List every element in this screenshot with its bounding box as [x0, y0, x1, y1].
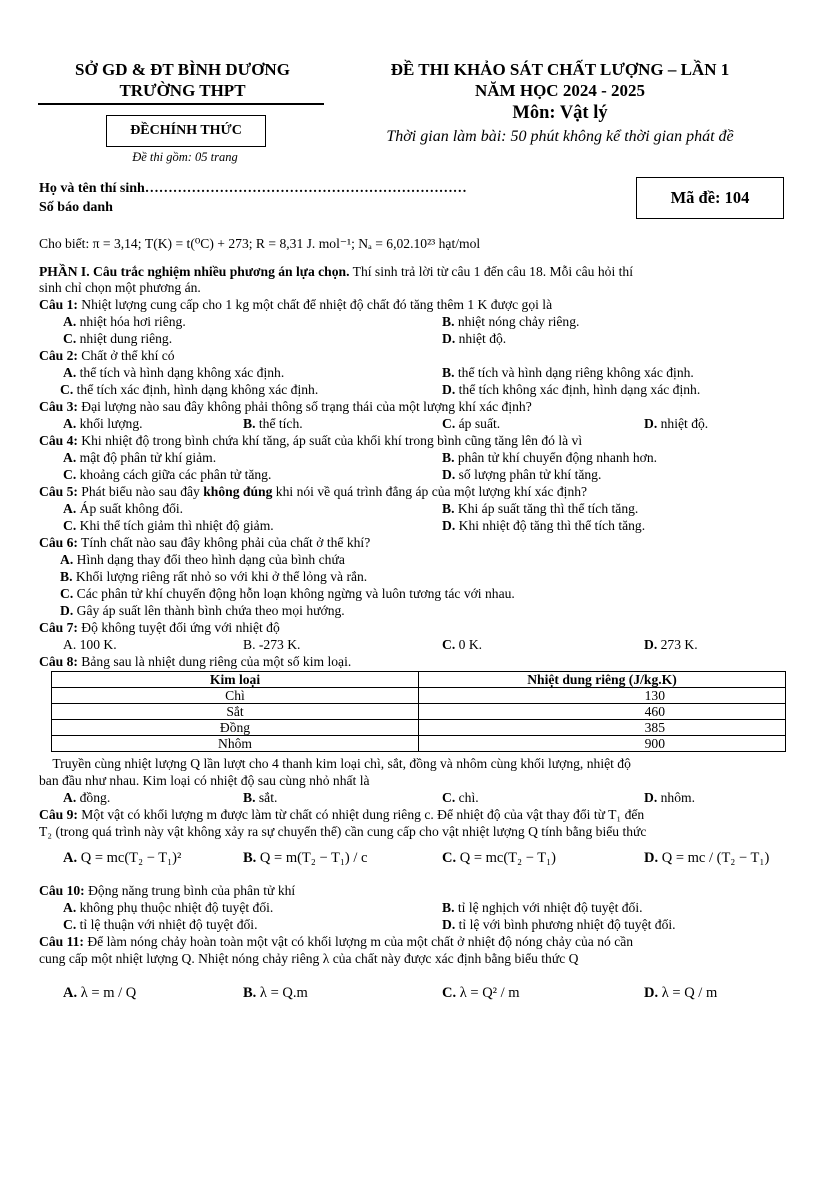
part1-instruction-cont: sinh chỉ chọn một phương án. — [39, 280, 201, 295]
column-header-specific-heat: Nhiệt dung riêng (J/kg.K) — [419, 672, 786, 688]
department-name: SỞ GD & ĐT BÌNH DƯƠNG — [75, 60, 290, 79]
option-b: B. thể tích. — [243, 416, 303, 431]
option-b: B. -273 K. — [243, 637, 301, 652]
option-d: D. nhiệt độ. — [644, 416, 709, 431]
option-c: C. λ = Q² / m — [442, 985, 520, 1001]
option-d: D. Q = mc / (T₂ − T₁) — [644, 850, 770, 866]
option-d: D. tỉ lệ với bình phương nhiệt độ tuyệt đối. — [442, 917, 676, 932]
option-a: A. đồng. — [63, 790, 111, 805]
option-b: B. Khối lượng riêng rất nhỏ so với khi ở thể lỏng và rắn. — [60, 569, 368, 584]
option-d: D. nhôm. — [644, 790, 695, 805]
formula: λ = Q² / m — [459, 985, 520, 1001]
question-5: Câu 5: Phát biểu nào sau đây không đúng khi nói về quá trình đẳng áp của một lượng khí xác định? — [39, 484, 588, 499]
table-row — [52, 704, 786, 720]
option-b: B. tỉ lệ nghịch với nhiệt độ tuyệt đối. — [442, 900, 643, 915]
value-cell: 460 — [419, 704, 786, 720]
formula: Q = m(T₂ − T₁) / c — [259, 850, 368, 866]
question-8: Câu 8: Bảng sau là nhiệt dung riêng của một số kim loại. — [39, 654, 352, 669]
question-6: Câu 6: Tính chất nào sau đây không phải của chất ở thể khí? — [39, 535, 371, 550]
value-cell: 130 — [419, 688, 786, 704]
question-11: Câu 11: Để làm nóng chảy hoàn toàn một vật có khối lượng m của một chất ở nhiệt độ nóng chảy của nó cần — [39, 934, 634, 949]
official-exam-stamp: ĐỀCHÍNH THỨC — [106, 115, 266, 147]
option-c: C. Khi thể tích giảm thì nhiệt độ giảm. — [63, 518, 274, 533]
table-row — [52, 688, 786, 704]
option-a: A. Q = mc(T₂ − T₁)² — [63, 850, 182, 866]
option-b: B. nhiệt nóng chảy riêng. — [442, 314, 580, 329]
option-c: C. tỉ lệ thuận với nhiệt độ tuyệt đối. — [63, 917, 258, 932]
formula: λ = m / Q — [80, 985, 137, 1001]
option-a: A. Áp suất không đổi. — [63, 501, 184, 516]
question-1 — [39, 297, 803, 313]
specific-heat-table — [51, 671, 786, 752]
given-constants: Cho biết: π = 3,14; T(K) = t(⁰C) + 273; R = 8,31 J. mol⁻¹; Nₐ = 6,02.10²³ hạt/mol — [39, 236, 481, 251]
metal-cell: Đồng — [52, 720, 419, 736]
option-d: D. Khi nhiệt độ tăng thì thể tích tăng. — [442, 518, 646, 533]
formula: λ = Q / m — [661, 985, 718, 1001]
metal-cell: Chì — [52, 688, 419, 704]
part1-instruction: Thí sinh trả lời từ câu 1 đến câu 18. Mỗi câu hỏi thí — [349, 264, 633, 279]
option-c: C. chì. — [442, 790, 479, 805]
column-header-metal: Kim loại — [52, 672, 419, 688]
option-b: B. Q = m(T₂ − T₁) / c — [243, 850, 368, 866]
metal-cell: Nhôm — [52, 736, 419, 752]
question-text: Nhiệt lượng cung cấp cho 1 kg một chất để nhiệt độ chất đó tăng thêm 1 K được gọi là — [77, 297, 553, 312]
option-b: B. phân tử khí chuyển động nhanh hơn. — [442, 450, 658, 465]
question-7: Câu 7: Độ không tuyệt đối ứng với nhiệt độ — [39, 620, 280, 635]
part1-heading — [39, 264, 803, 280]
option-c: C. thể tích xác định, hình dạng không xác định. — [60, 382, 319, 397]
table-header-row — [52, 672, 786, 688]
table-row — [52, 720, 786, 736]
option-d: D. Gây áp suất lên thành bình chứa theo mọi hướng. — [60, 603, 345, 618]
part1-title: PHẦN I. Câu trắc nghiệm nhiều phương án lựa chọn. — [39, 264, 350, 279]
question-3: Câu 3: Đại lượng nào sau đây không phải thông số trạng thái của một lượng khí xác định? — [39, 399, 532, 414]
formula: λ = Q.m — [259, 985, 308, 1001]
option-b: B. sắt. — [243, 790, 278, 805]
question-label: Câu 1: — [39, 297, 78, 312]
option-a: A. 100 K. — [63, 637, 117, 652]
formula: Q = mc(T₂ − T₁) — [459, 850, 556, 866]
option-a: A. không phụ thuộc nhiệt độ tuyệt đối. — [63, 900, 274, 915]
option-a: A. λ = m / Q — [63, 985, 137, 1001]
question-10: Câu 10: Động năng trung bình của phân tử khí — [39, 883, 296, 898]
option-a: A. khối lượng. — [63, 416, 143, 431]
option-b: B. λ = Q.m — [243, 985, 308, 1001]
formula: Q = mc(T₂ − T₁)² — [80, 850, 182, 866]
option-a: A. thể tích và hình dạng không xác định. — [63, 365, 285, 380]
option-a: A. mật độ phân tử khí giảm. — [63, 450, 217, 465]
option-a: A. Hình dạng thay đổi theo hình dạng của bình chứa — [60, 552, 345, 567]
school-name: TRƯỜNG THPT — [119, 81, 246, 100]
option-d: D. thể tích không xác định, hình dạng xác định. — [442, 382, 701, 397]
question-4: Câu 4: Khi nhiệt độ trong bình chứa khí tăng, áp suất của khối khí trong bình cũng tăng lên đó là vì — [39, 433, 583, 448]
question-2: Câu 2: Chất ở thể khí có — [39, 348, 175, 363]
question-11-cont: cung cấp một nhiệt lượng Q. Nhiệt nóng chảy riêng λ của chất này được xác định bằng biểu thức Q — [39, 951, 579, 966]
table-row — [52, 736, 786, 752]
school-year: NĂM HỌC 2024 - 2025 — [475, 81, 645, 100]
option-d: D. số lượng phân tử khí tăng. — [442, 467, 602, 482]
subject-title: Môn: Vật lý — [512, 103, 608, 123]
option-d: D. nhiệt độ. — [442, 331, 507, 346]
header-divider — [38, 103, 324, 105]
time-note: Thời gian làm bài: 50 phút không kể thời gian phát đề — [386, 128, 734, 145]
option-a: A. nhiệt hóa hơi riêng. — [63, 314, 186, 329]
exam-code-box: Mã đề: 104 — [636, 177, 784, 219]
metal-cell: Sắt — [52, 704, 419, 720]
option-d: D. 273 K. — [644, 637, 698, 652]
question-9-cont: T₂ (trong quá trình này vật không xảy ra sự chuyển thể) cần cung cấp cho vật nhiệt lượng Q tính bằng biểu thức — [39, 824, 647, 839]
formula: Q = mc / (T₂ − T₁) — [661, 850, 770, 866]
candidate-id-line: Số báo danh — [39, 200, 113, 215]
option-c: C. nhiệt dung riêng. — [63, 331, 173, 346]
value-cell: 900 — [419, 736, 786, 752]
option-c: C. khoảng cách giữa các phân tử tăng. — [63, 467, 272, 482]
value-cell: 385 — [419, 720, 786, 736]
pages-note: Đề thi gồm: 05 trang — [132, 150, 238, 164]
option-c: C. áp suất. — [442, 416, 501, 431]
option-d: D. λ = Q / m — [644, 985, 718, 1001]
question-9: Câu 9: Một vật có khối lượng m được làm từ chất có nhiệt dung riêng c. Để nhiệt độ của vật thay đổi từ T₁ đến — [39, 807, 645, 822]
question-8-text: Truyền cùng nhiệt lượng Q lần lượt cho 4 thanh kim loại chì, sắt, đồng và nhôm cùng khối lượng, nhiệt độ — [39, 756, 631, 771]
candidate-name-line: Họ và tên thí sinh…………………………………………………………… — [39, 181, 467, 196]
option-b: B. thể tích và hình dạng riêng không xác định. — [442, 365, 694, 380]
exam-title: ĐỀ THI KHẢO SÁT CHẤT LƯỢNG – LẦN 1 — [390, 60, 730, 79]
option-c: C. 0 K. — [442, 637, 483, 652]
option-c: C. Các phân tử khí chuyển động hỗn loạn không ngừng và luôn tương tác với nhau. — [60, 586, 515, 601]
option-b: B. Khi áp suất tăng thì thể tích tăng. — [442, 501, 639, 516]
question-8-text-cont: ban đầu như nhau. Kim loại có nhiệt độ sau cùng nhỏ nhất là — [39, 773, 370, 788]
option-c: C. Q = mc(T₂ − T₁) — [442, 850, 556, 866]
